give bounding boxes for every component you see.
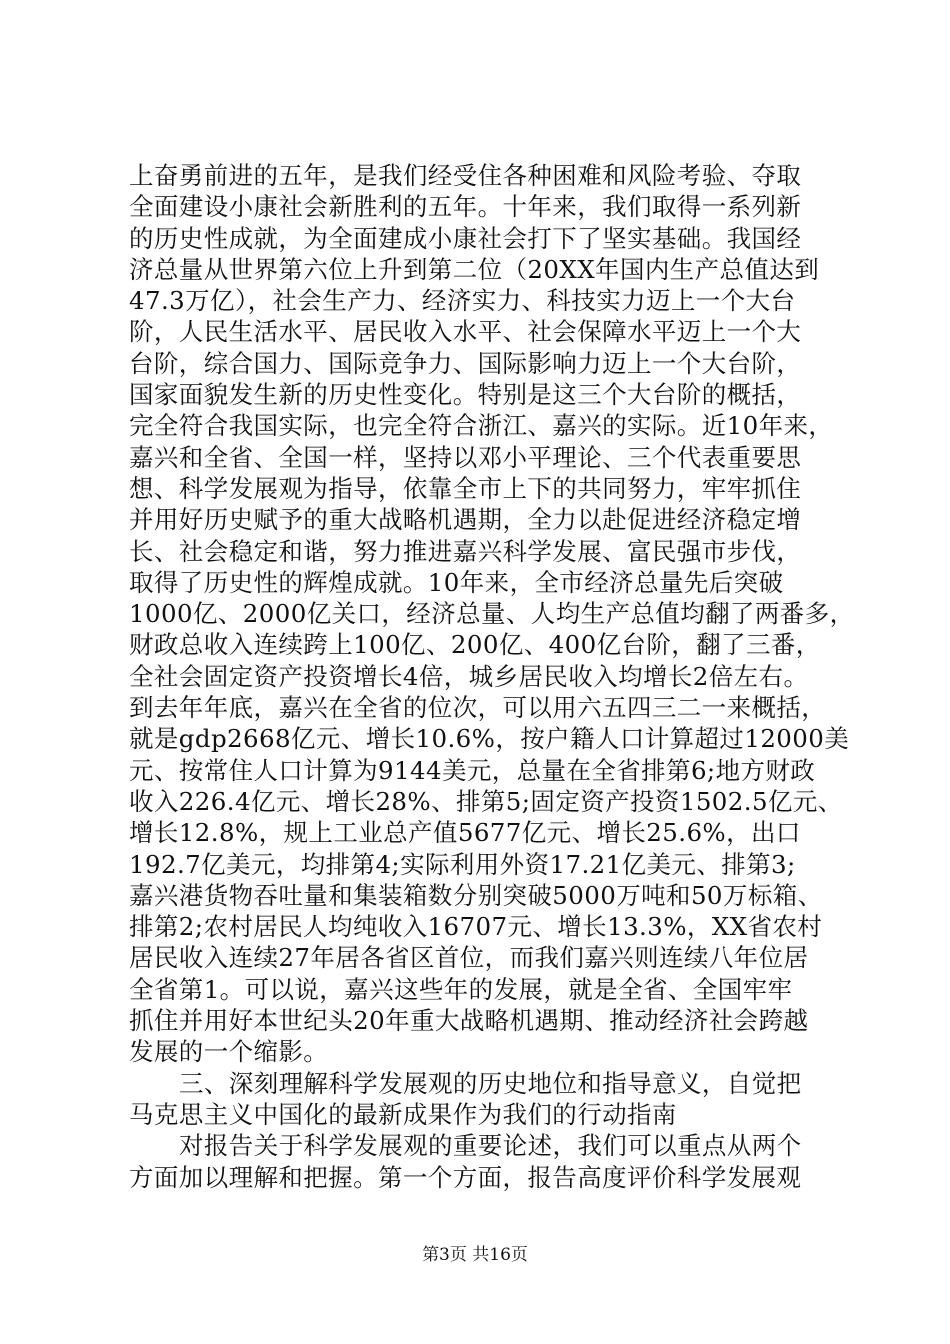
- text-line: 全省第1。可以说，嘉兴这些年的发展，就是全省、全国牢牢: [129, 974, 793, 1004]
- text-line: 全面建设小康社会新胜利的五年。十年来，我们取得一系列新: [129, 192, 802, 222]
- document-body: [129, 160, 859, 1193]
- text-line: 济总量从世界第六位上升到第二位（20XX年国内生产总值达到: [129, 254, 820, 284]
- text-line: 对报告关于科学发展观的重要论述，我们可以重点从两个: [179, 1131, 802, 1161]
- text-line: 并用好历史赋予的重大战略机遇期，全力以赴促进经济稳定增: [129, 505, 802, 535]
- text-line: 47.3万亿），社会生产力、经济实力、科技实力迈上一个大台: [129, 286, 796, 316]
- text-line: 排第2;农村居民人均纯收入16707元、增长13.3%，XX省农村: [129, 912, 823, 942]
- text-line: 192.7亿美元，均排第4;实际利用外资17.21亿美元、排第3;: [129, 849, 796, 879]
- text-line: 财政总收入连续跨上100亿、200亿、400亿台阶，翻了三番，: [129, 630, 821, 660]
- text-line: 就是gdp2668亿元、增长10.6%，按户籍人口计算超过12000美: [129, 724, 850, 754]
- text-line: 长、社会稳定和谐，努力推进嘉兴科学发展、富民强市步伐，: [129, 536, 802, 566]
- text-line: 上奋勇前进的五年，是我们经受住各种困难和风险考验、夺取: [129, 161, 802, 190]
- text-line: 元、按常住人口计算为9144美元，总量在全省排第6;地方财政: [129, 755, 816, 785]
- text-line: 的历史性成就，为全面建成小康社会打下了坚实基础。我国经: [129, 223, 802, 253]
- text-line: 嘉兴港货物吞吐量和集装箱数分别突破5000万吨和50万标箱、: [129, 880, 823, 910]
- text-line: 全社会固定资产投资增长4倍，城乡居民收入均增长2倍左右。: [129, 661, 809, 691]
- text-line: 阶，人民生活水平、居民收入水平、社会保障水平迈上一个大: [129, 317, 802, 347]
- text-line: 国家面貌发生新的历史性变化。特别是这三个大台阶的概括，: [129, 380, 802, 410]
- text-line: 台阶，综合国力、国际竞争力、国际影响力迈上一个大台阶，: [129, 348, 802, 378]
- text-line: 取得了历史性的辉煌成就。10年来，全市经济总量先后突破: [129, 567, 784, 597]
- text-line: 到去年年底，嘉兴在全省的位次，可以用六五四三二一来概括，: [129, 693, 827, 723]
- text-line: 方面加以理解和把握。第一个方面，报告高度评价科学发展观: [129, 1162, 802, 1192]
- text-line: 抓住并用好本世纪头20年重大战略机遇期、推动经济社会跨越: [129, 1006, 809, 1036]
- text-line: 居民收入连续27年居各省区首位，而我们嘉兴则连续八年位居: [129, 943, 809, 973]
- text-line: 嘉兴和全省、全国一样，坚持以邓小平理论、三个代表重要思: [129, 442, 802, 472]
- section-heading-line: 三、深刻理解科学发展观的历史地位和指导意义，自觉把: [179, 1068, 802, 1098]
- page-number-footer: 第3页 共16页: [422, 1245, 528, 1265]
- text-line: 增长12.8%，规上工业总产值5677亿元、增长25.6%，出口: [129, 818, 801, 848]
- text-line: 收入226.4亿元、增长28%、排第5;固定资产投资1502.5亿元、: [129, 786, 843, 816]
- text-line: 发展的一个缩影。: [129, 1037, 329, 1067]
- text-line: 想、科学发展观为指导，依靠全市上下的共同努力，牢牢抓住: [129, 473, 802, 503]
- text-line: 完全符合我国实际，也完全符合浙江、嘉兴的实际。近10年来，: [129, 411, 834, 441]
- text-line: 1000亿、2000亿关口，经济总量、人均生产总值均翻了两番多，: [129, 599, 855, 629]
- section-heading-line: 马克思主义中国化的最新成果作为我们的行动指南: [129, 1099, 677, 1129]
